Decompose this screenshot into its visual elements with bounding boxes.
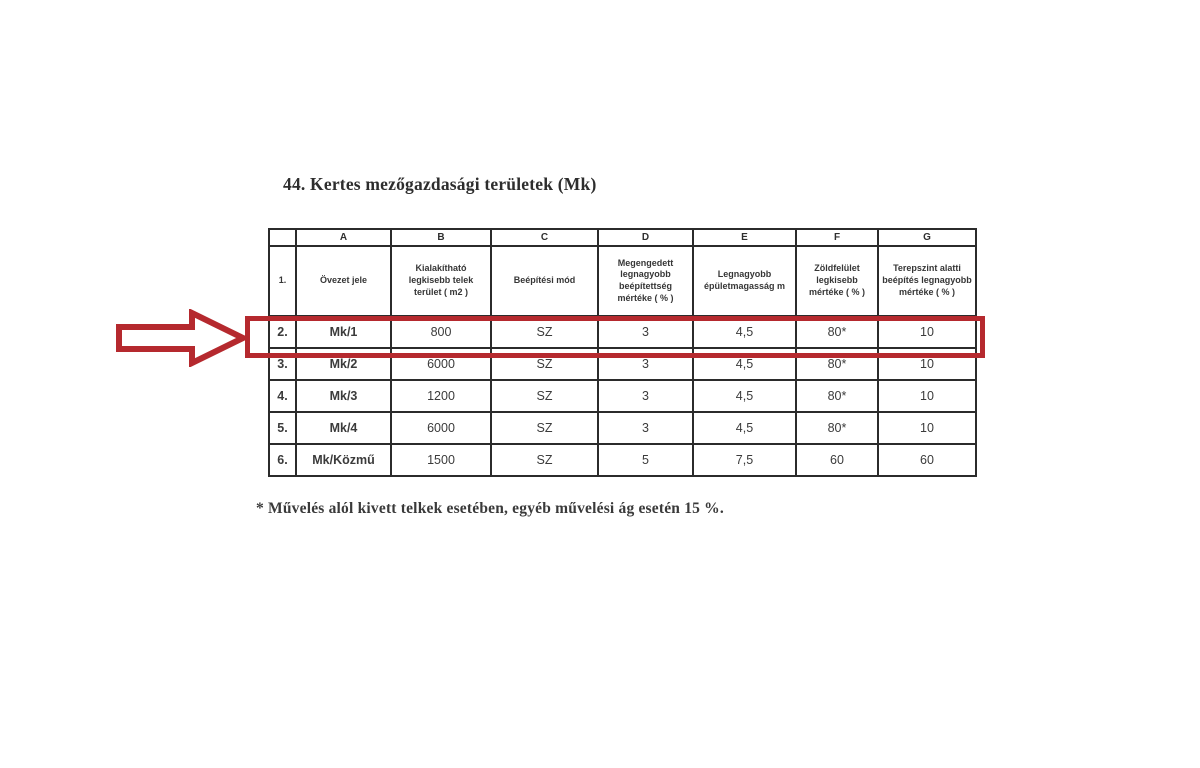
- zone-cell: Mk/4: [296, 412, 391, 444]
- zone-cell: Mk/1: [296, 316, 391, 348]
- building-height-cell: 4,5: [693, 348, 796, 380]
- mode-cell: SZ: [491, 348, 598, 380]
- row-number: 6.: [269, 444, 296, 476]
- area-cell: 1200: [391, 380, 491, 412]
- header-max-below-grade: Terepszint alatti beépítés legnagyobb mértéke ( % ): [878, 246, 976, 316]
- mode-cell: SZ: [491, 380, 598, 412]
- area-cell: 1500: [391, 444, 491, 476]
- column-letter-f: F: [796, 229, 878, 246]
- zone-cell: Mk/2: [296, 348, 391, 380]
- below-grade-cell: 10: [878, 348, 976, 380]
- header-max-coverage: Megengedett legnagyobb beépítettség mértéke ( % ): [598, 246, 693, 316]
- green-cell: 80*: [796, 348, 878, 380]
- coverage-cell: 3: [598, 380, 693, 412]
- below-grade-cell: 10: [878, 412, 976, 444]
- column-letter: [269, 229, 296, 246]
- green-cell: 80*: [796, 380, 878, 412]
- row-highlight-rectangle: [245, 316, 985, 358]
- row-number: 3.: [269, 348, 296, 380]
- column-letter-e: E: [693, 229, 796, 246]
- table-row-mk4: [269, 412, 976, 444]
- green-cell: 80*: [796, 412, 878, 444]
- coverage-cell: 5: [598, 444, 693, 476]
- green-cell: 60: [796, 444, 878, 476]
- column-letters-row: [269, 229, 976, 246]
- table-row-mk3: [269, 380, 976, 412]
- building-height-cell: 4,5: [693, 380, 796, 412]
- table-header-row: [269, 246, 976, 316]
- row-number: 2.: [269, 316, 296, 348]
- header-building-mode: Beépítési mód: [491, 246, 598, 316]
- row-number: 4.: [269, 380, 296, 412]
- header-min-plot-area: Kialakítható legkisebb telek terület ( m2 ): [391, 246, 491, 316]
- column-letter-c: C: [491, 229, 598, 246]
- mode-cell: SZ: [491, 316, 598, 348]
- green-cell: 80*: [796, 316, 878, 348]
- coverage-cell: 3: [598, 412, 693, 444]
- table-row-mk-kozmu: [269, 444, 976, 476]
- column-letter-d: D: [598, 229, 693, 246]
- doc-title: 44. Kertes mezőgazdasági területek (Mk): [283, 174, 597, 194]
- below-grade-cell: 60: [878, 444, 976, 476]
- zone-cell: Mk/3: [296, 380, 391, 412]
- column-letter-a: A: [296, 229, 391, 246]
- header-min-green-area: Zöldfelület legkisebb mértéke ( % ): [796, 246, 878, 316]
- header-max-building-height: Legnagyobb épületmagasság m: [693, 246, 796, 316]
- building-height-cell: 4,5: [693, 412, 796, 444]
- below-grade-cell: 10: [878, 316, 976, 348]
- zone-cell: Mk/Közmű: [296, 444, 391, 476]
- coverage-cell: 3: [598, 316, 693, 348]
- building-height-cell: 4,5: [693, 316, 796, 348]
- area-cell: 6000: [391, 348, 491, 380]
- footnote: * Művelés alól kivett telkek esetében, egyéb művelési ág esetén 15 %.: [256, 500, 724, 517]
- arrow-right-icon: [116, 309, 246, 367]
- column-letter-b: B: [391, 229, 491, 246]
- column-letter-g: G: [878, 229, 976, 246]
- below-grade-cell: 10: [878, 380, 976, 412]
- area-cell: 800: [391, 316, 491, 348]
- mode-cell: SZ: [491, 444, 598, 476]
- row-number: 5.: [269, 412, 296, 444]
- coverage-cell: 3: [598, 348, 693, 380]
- mode-cell: SZ: [491, 412, 598, 444]
- area-cell: 6000: [391, 412, 491, 444]
- building-height-cell: 7,5: [693, 444, 796, 476]
- header-row-number: 1.: [269, 246, 296, 316]
- header-zone: Övezet jele: [296, 246, 391, 316]
